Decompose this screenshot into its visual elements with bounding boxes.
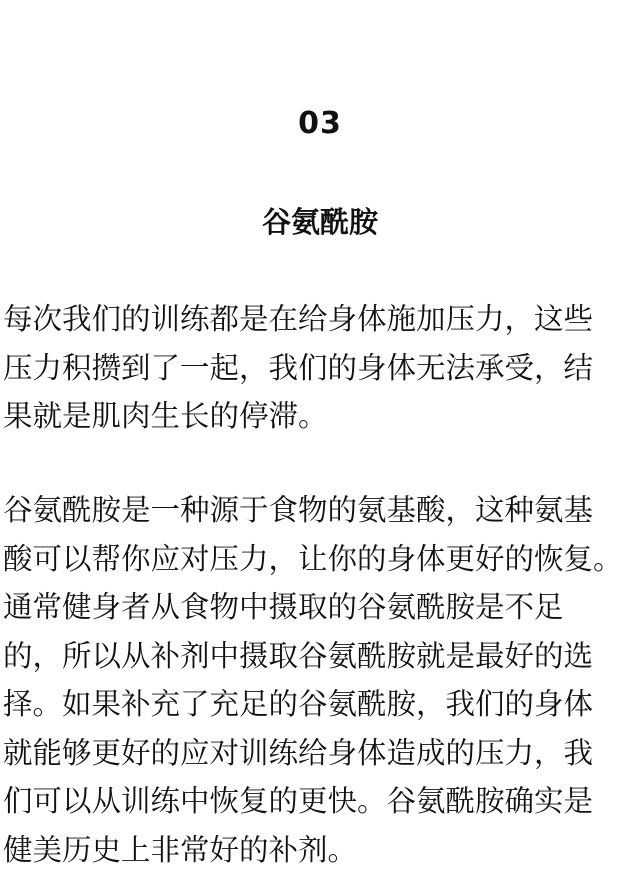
paragraph-line: 通常健身者从食物中摄取的谷氨酰胺是不足 [3, 583, 640, 632]
paragraph-line: 压力积攒到了一起，我们的身体无法承受，结 [3, 344, 640, 393]
paragraph-line: 健美历史上非常好的补剂。 [3, 826, 640, 874]
section-number: 03 [0, 104, 640, 144]
paragraph-2 [3, 486, 640, 874]
paragraph-line: 每次我们的训练都是在给身体施加压力，这些 [3, 295, 640, 344]
paragraph-1 [3, 295, 640, 441]
section-title: 谷氨酰胺 [0, 200, 640, 244]
paragraph-line: 的，所以从补剂中摄取谷氨酰胺就是最好的选 [3, 632, 640, 681]
paragraph-line: 就能够更好的应对训练给身体造成的压力，我 [3, 729, 640, 778]
paragraph-line: 果就是肌肉生长的停滞。 [3, 392, 640, 441]
paragraph-line: 们可以从训练中恢复的更快。谷氨酰胺确实是 [3, 777, 640, 826]
paragraph-line: 酸可以帮你应对压力，让你的身体更好的恢复。 [3, 535, 640, 584]
paragraph-line: 择。如果补充了充足的谷氨酰胺，我们的身体 [3, 680, 640, 729]
paragraph-line: 谷氨酰胺是一种源于食物的氨基酸，这种氨基 [3, 486, 640, 535]
